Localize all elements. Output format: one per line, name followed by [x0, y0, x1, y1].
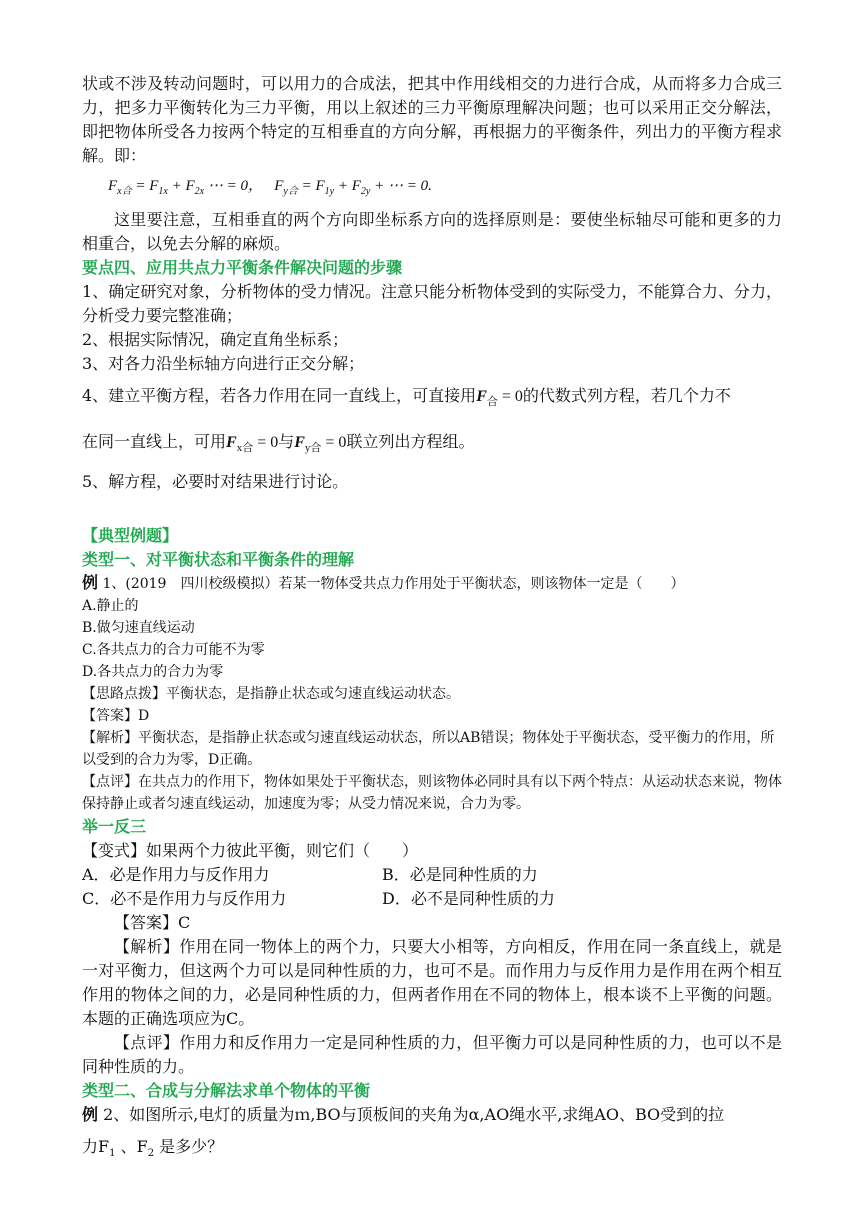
math-f-sum: $F_合$	[476, 388, 498, 409]
option-a: A.静止的	[82, 598, 139, 615]
formula-term: F	[274, 178, 284, 194]
step-2: 2、根据实际情况，确定直角坐标系；	[82, 330, 349, 349]
formula-term: F	[108, 178, 118, 194]
example-text: 力F	[82, 1137, 110, 1157]
balance-formula: $F_{x合} = F_{1x} + F_{2x}$ ⋯ = 0， $F_{y合} = F_{1y} + F_{2y}$ + ⋯ = 0.	[108, 178, 432, 197]
variant-question: 【变式】如果两个力彼此平衡，则它们（ ）	[82, 841, 419, 861]
math-eq: = 0	[253, 434, 279, 452]
variant-options-row1	[82, 863, 782, 887]
example-text: 、F	[115, 1137, 148, 1157]
formula-sub: x合	[117, 186, 132, 197]
section4-heading: 要点四、应用共点力平衡条件解决问题的步骤	[82, 258, 403, 277]
option-c: C.各共点力的合力可能不为零	[82, 642, 265, 659]
math-eq: = 0	[497, 388, 523, 405]
answer: 【答案】D	[82, 708, 150, 725]
variant-option-d: D．必不是同种性质的力	[382, 889, 555, 909]
math-fx-sum: $F_{x合}$	[226, 434, 254, 455]
subscript: 1	[109, 1148, 116, 1160]
formula-term: F	[185, 178, 195, 194]
variant-option-a: A．必是作用力与反作用力	[82, 865, 270, 885]
formula-term: F	[149, 178, 159, 194]
example-text: 2、如图所示,电灯的质量为ｍ,BO与顶板间的夹角为α,AO绳水平,求绳AO、BO受到的拉	[98, 1105, 725, 1125]
step-4-text: 的代数式列方程，若几个力不	[522, 386, 731, 405]
option-b: B.做匀速直线运动	[82, 620, 195, 637]
example-2-question-line2	[82, 1135, 782, 1166]
math-eq: = 0	[321, 434, 347, 452]
step-4-text: 与	[278, 432, 295, 452]
formula-sub: 2x	[194, 186, 205, 197]
type1-heading: 类型一、对平衡状态和平衡条件的理解	[82, 550, 355, 570]
variant-option-c: C．必不是作用力与反作用力	[82, 889, 287, 909]
step-1: 1、确定研究对象，分析物体的受力情况。注意只能分析物体受到的实际受力，不能算合力、分力，分析受力要完整准确；	[82, 282, 782, 325]
option-d: D.各共点力的合力为零	[82, 664, 224, 681]
step-4-line1	[82, 384, 782, 414]
formula-tail: + ⋯ = 0.	[370, 178, 432, 194]
example-1-question	[82, 572, 782, 595]
variant-options-row2	[82, 887, 782, 911]
example-label: 例	[82, 573, 99, 593]
note-paragraph: 这里要注意，互相垂直的两个方向即坐标系方向的选择原则是：要使坐标轴尽可能和更多的力相重合，以免去分解的麻烦。	[82, 210, 782, 253]
step-3: 3、对各力沿坐标轴方向进行正交分解；	[82, 354, 365, 373]
variant-comment: 【点评】作用力和反作用力一定是同种性质的力，但平衡力可以是同种性质的力，也可以不是同种性质的力。	[82, 1033, 782, 1077]
step-4-line2	[82, 430, 782, 460]
formula-sub: y合	[283, 186, 298, 197]
step-5: 5、解方程，必要时对结果进行讨论。	[82, 472, 349, 492]
type2-heading: 类型二、合成与分解法求单个物体的平衡	[82, 1081, 371, 1101]
example-text: 1、(2019 四川校级模拟）若某一物体受共点力作用处于平衡状态，则该物体一定是（ ）	[98, 576, 685, 593]
formula-sub: 2y	[360, 186, 371, 197]
formula-sub: 1y	[324, 186, 335, 197]
step-4-text: 在同一直线上，可用	[82, 432, 227, 452]
math-fy-sum: $F_{y合}$	[294, 434, 322, 455]
example-2-question	[82, 1103, 782, 1127]
formula-sub: 1x	[158, 186, 168, 197]
step-4-text: 4、建立平衡方程，若各力作用在同一直线上，可直接用	[82, 386, 477, 405]
variant-answer: 【答案】C	[114, 913, 191, 933]
variant-option-b: B．必是同种性质的力	[382, 865, 538, 885]
formula-term: F	[315, 178, 325, 194]
formula-term: F	[351, 178, 361, 194]
analysis: 【解析】平衡状态，是指静止状态或匀速直线运动状态，所以AB错误；物体处于平衡状态，受平衡力的作用，所以受到的合力为零，D正确。	[82, 730, 775, 769]
formula-tail: ⋯ = 0，	[204, 178, 263, 194]
variant-analysis: 【解析】作用在同一物体上的两个力，只要大小相等，方向相反，作用在同一条直线上，就是一对平衡力，但这两个力可以是同种性质的力，也可不是。而作用力与反作用力是作用在两个相互作用的物体之间的力，必是同种性质的力，但两者作用在不同的物体上，根本谈不上平衡的问题。本题的正确选项应为C。	[82, 937, 782, 1029]
hint: 【思路点拨】平衡状态，是指静止状态或匀速直线运动状态。	[82, 686, 460, 703]
practice-heading: 举一反三	[82, 817, 147, 837]
document-page	[82, 72, 782, 1167]
example-text: 是多少？	[154, 1137, 224, 1157]
subscript: 2	[147, 1148, 155, 1160]
example-label: 例	[82, 1105, 99, 1125]
step-4-text: 联立列出方程组。	[346, 432, 475, 452]
intro-paragraph: 状或不涉及转动问题时，可以用力的合成法，把其中作用线相交的力进行合成，从而将多力合成三力，把多力平衡转化为三力平衡，用以上叙述的三力平衡原理解决问题；也可以采用正交分解法，即把物体所受各力按两个特定的互相垂直的方向分解，再根据力的平衡条件，列出力的平衡方程求解。即：	[82, 74, 782, 165]
comment: 【点评】在共点力的作用下，物体如果处于平衡状态，则该物体必同时具有以下两个特点：从运动状态来说，物体保持静止或者匀速直线运动，加速度为零；从受力情况来说，合力为零。	[82, 774, 782, 813]
examples-heading: 【典型例题】	[82, 526, 179, 546]
